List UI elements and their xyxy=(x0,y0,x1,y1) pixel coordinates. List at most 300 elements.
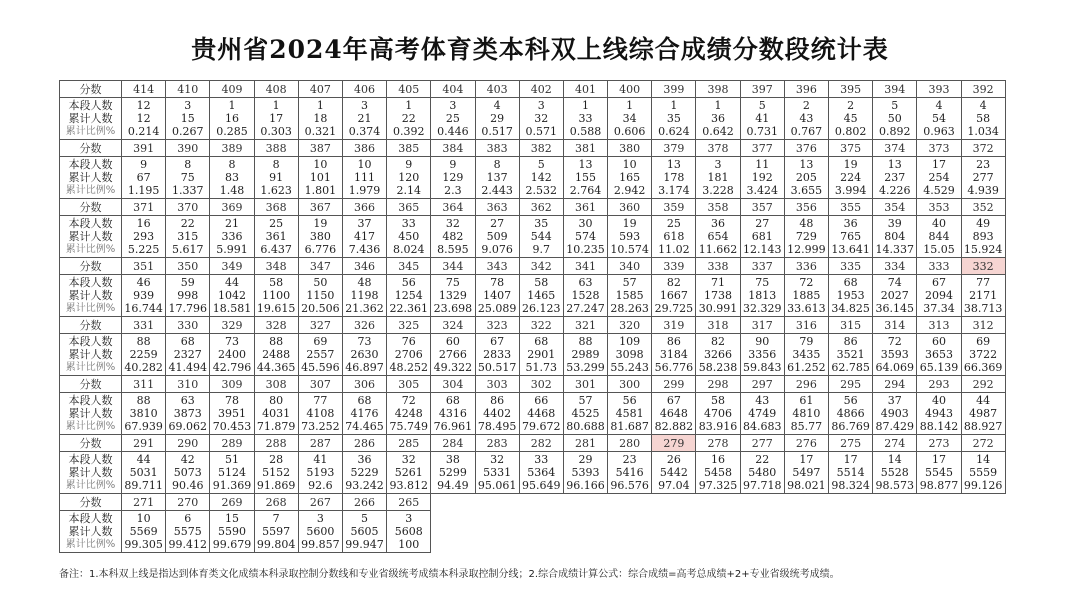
cumulative-value: 3951 xyxy=(217,407,246,420)
score-cell: 301 xyxy=(563,376,607,393)
data-cell xyxy=(740,393,784,435)
data-cell xyxy=(740,334,784,376)
data-cell xyxy=(784,275,828,317)
ratio-value: 90.46 xyxy=(172,479,204,492)
data-cell xyxy=(829,275,873,317)
count-value: 2 xyxy=(847,99,855,112)
count-value: 13 xyxy=(887,158,902,171)
cumulative-label: 累计人数 xyxy=(68,112,113,125)
score-cell: 331 xyxy=(122,317,166,334)
cumulative-value: 5528 xyxy=(880,466,909,479)
cumulative-label: 累计人数 xyxy=(68,348,113,361)
count-value: 48 xyxy=(799,217,814,230)
ratio-value: 66.369 xyxy=(963,361,1003,374)
ratio-value: 100 xyxy=(398,538,420,551)
ratio-value: 97.718 xyxy=(742,479,782,492)
ratio-value: 0.517 xyxy=(481,125,513,138)
score-cell: 357 xyxy=(740,199,784,216)
count-value: 10 xyxy=(357,158,372,171)
score-cell: 398 xyxy=(696,81,740,98)
count-value: 39 xyxy=(887,217,902,230)
data-cell xyxy=(961,98,1005,140)
score-cell: 275 xyxy=(829,435,873,452)
data-cell xyxy=(519,334,563,376)
count-value: 77 xyxy=(313,394,328,407)
data-cell xyxy=(917,275,961,317)
data-cell xyxy=(784,98,828,140)
count-value: 17 xyxy=(931,158,946,171)
score-label: 分数 xyxy=(60,317,122,334)
score-cell: 294 xyxy=(873,376,917,393)
data-cell xyxy=(873,157,917,199)
score-cell: 278 xyxy=(696,435,740,452)
score-cell: 325 xyxy=(387,317,431,334)
data-cell xyxy=(210,275,254,317)
empty-cell xyxy=(696,511,740,553)
count-value: 56 xyxy=(843,394,858,407)
data-cell xyxy=(961,452,1005,494)
cumulative-value: 3184 xyxy=(659,348,688,361)
ratio-value: 0.624 xyxy=(658,125,690,138)
cumulative-value: 5299 xyxy=(438,466,467,479)
data-cell xyxy=(608,157,652,199)
data-cell xyxy=(431,157,475,199)
count-value: 61 xyxy=(799,394,814,407)
cumulative-value: 5600 xyxy=(306,525,335,538)
cumulative-label: 累计人数 xyxy=(68,171,113,184)
ratio-value: 0.588 xyxy=(569,125,602,138)
data-cell xyxy=(608,98,652,140)
count-value: 10 xyxy=(622,158,637,171)
ratio-value: 22.361 xyxy=(389,302,428,315)
cumulative-value: 4176 xyxy=(350,407,379,420)
data-cell xyxy=(475,216,519,258)
score-cell: 368 xyxy=(254,199,298,216)
count-value: 44 xyxy=(976,394,991,407)
cumulative-value: 41 xyxy=(755,112,770,125)
score-cell: 266 xyxy=(342,494,386,511)
data-cell xyxy=(829,334,873,376)
ratio-value: 86.769 xyxy=(831,420,870,433)
data-cell xyxy=(784,334,828,376)
score-cell: 335 xyxy=(829,258,873,275)
ratio-value: 3.174 xyxy=(658,184,690,197)
data-cell xyxy=(961,216,1005,258)
cumulative-value: 75 xyxy=(180,171,195,184)
empty-cell xyxy=(519,494,563,511)
data-cell xyxy=(829,216,873,258)
count-value: 30 xyxy=(578,217,593,230)
score-cell: 279 xyxy=(652,435,696,452)
data-cell xyxy=(431,216,475,258)
score-cell: 273 xyxy=(917,435,961,452)
ratio-value: 75.749 xyxy=(389,420,428,433)
cumulative-value: 22 xyxy=(401,112,416,125)
ratio-value: 1.801 xyxy=(304,184,337,197)
count-value: 58 xyxy=(534,276,549,289)
cumulative-value: 181 xyxy=(707,171,729,184)
count-value: 77 xyxy=(976,276,991,289)
empty-cell xyxy=(696,494,740,511)
score-cell: 396 xyxy=(784,81,828,98)
ratio-value: 2.942 xyxy=(613,184,646,197)
count-value: 5 xyxy=(361,512,369,525)
cumulative-value: 67 xyxy=(136,171,151,184)
count-value: 68 xyxy=(180,335,195,348)
ratio-value: 0.321 xyxy=(304,125,337,138)
score-cell: 332 xyxy=(961,258,1005,275)
cumulative-value: 45 xyxy=(843,112,858,125)
data-cell xyxy=(342,393,386,435)
ratio-value: 13.641 xyxy=(831,243,870,256)
ratio-value: 5.225 xyxy=(127,243,160,256)
cumulative-value: 111 xyxy=(354,171,376,184)
cumulative-value: 54 xyxy=(931,112,946,125)
cumulative-value: 5152 xyxy=(262,466,291,479)
count-value: 10 xyxy=(136,512,151,525)
data-cell xyxy=(563,216,607,258)
score-cell: 296 xyxy=(784,376,828,393)
score-cell: 346 xyxy=(342,258,386,275)
empty-cell xyxy=(829,511,873,553)
count-value: 88 xyxy=(269,335,284,348)
data-cell xyxy=(342,98,386,140)
cumulative-value: 192 xyxy=(751,171,773,184)
score-cell: 329 xyxy=(210,317,254,334)
score-cell: 383 xyxy=(475,140,519,157)
score-cell: 322 xyxy=(519,317,563,334)
ratio-value: 0.892 xyxy=(879,125,911,138)
count-value: 73 xyxy=(357,335,372,348)
ratio-value: 46.897 xyxy=(345,361,384,374)
ratio-value: 42.796 xyxy=(212,361,252,374)
data-cell xyxy=(563,275,607,317)
ratio-value: 16.744 xyxy=(124,302,163,315)
footnote: 备注：1.本科双上线是指达到体育类文化成绩本科录取控制分数线和专业省级统考成绩本科录取控制分线；2.综合成绩计算公式：综合成绩=高考总成绩+2+专业省级统考成绩。 xyxy=(59,569,840,580)
ratio-value: 1.48 xyxy=(219,184,245,197)
count-value: 8 xyxy=(184,158,192,171)
ratio-value: 12.999 xyxy=(787,243,826,256)
cumulative-value: 336 xyxy=(221,230,243,243)
count-value: 12 xyxy=(136,99,151,112)
score-label: 分数 xyxy=(60,199,122,216)
cumulative-value: 1528 xyxy=(571,289,600,302)
count-value: 4 xyxy=(979,99,987,112)
data-cell xyxy=(298,334,342,376)
ratio-value: 0.214 xyxy=(127,125,160,138)
ratio-value: 9.076 xyxy=(481,243,513,256)
data-cell xyxy=(431,98,475,140)
empty-cell xyxy=(873,494,917,511)
data-cell xyxy=(166,452,210,494)
ratio-value: 17.796 xyxy=(168,302,208,315)
count-value: 7 xyxy=(272,512,280,525)
score-cell: 284 xyxy=(431,435,475,452)
empty-cell xyxy=(961,511,1005,553)
score-cell: 394 xyxy=(873,81,917,98)
empty-cell xyxy=(519,511,563,553)
score-cell: 375 xyxy=(829,140,873,157)
ratio-value: 48.252 xyxy=(389,361,428,374)
score-cell: 372 xyxy=(961,140,1005,157)
data-cell xyxy=(475,334,519,376)
cumulative-value: 254 xyxy=(928,171,950,184)
ratio-value: 41.494 xyxy=(168,361,208,374)
ratio-value: 20.506 xyxy=(301,302,340,315)
count-value: 32 xyxy=(445,217,460,230)
ratio-value: 0.446 xyxy=(437,125,469,138)
data-cell xyxy=(873,452,917,494)
cumulative-label: 累计人数 xyxy=(68,289,113,302)
data-cell xyxy=(696,334,740,376)
ratio-value: 36.145 xyxy=(875,302,915,315)
empty-cell xyxy=(917,494,961,511)
data-cell xyxy=(387,157,431,199)
cumulative-value: 2094 xyxy=(924,289,953,302)
score-cell: 360 xyxy=(608,199,652,216)
cumulative-value: 2400 xyxy=(217,348,246,361)
data-cell xyxy=(696,98,740,140)
score-cell: 363 xyxy=(475,199,519,216)
count-value: 8 xyxy=(493,158,501,171)
ratio-value: 61.252 xyxy=(787,361,826,374)
ratio-value: 38.713 xyxy=(963,302,1003,315)
score-cell: 397 xyxy=(740,81,784,98)
cumulative-value: 5458 xyxy=(704,466,733,479)
score-cell: 308 xyxy=(254,376,298,393)
cumulative-value: 165 xyxy=(619,171,641,184)
data-cell xyxy=(431,334,475,376)
row-labels xyxy=(60,452,122,494)
score-cell: 370 xyxy=(166,199,210,216)
data-cell xyxy=(519,452,563,494)
data-cell xyxy=(652,334,696,376)
data-cell xyxy=(387,98,431,140)
score-cell: 362 xyxy=(519,199,563,216)
score-cell: 298 xyxy=(696,376,740,393)
data-cell xyxy=(608,275,652,317)
cumulative-value: 32 xyxy=(534,112,549,125)
score-cell: 270 xyxy=(166,494,210,511)
cumulative-value: 5193 xyxy=(306,466,335,479)
cumulative-value: 5545 xyxy=(924,466,953,479)
score-cell: 283 xyxy=(475,435,519,452)
count-value: 73 xyxy=(224,335,239,348)
score-cell: 355 xyxy=(829,199,873,216)
cumulative-value: 34 xyxy=(622,112,637,125)
data-cell xyxy=(431,393,475,435)
cumulative-value: 50 xyxy=(887,112,902,125)
cumulative-value: 5569 xyxy=(129,525,158,538)
ratio-value: 96.576 xyxy=(610,479,649,492)
count-value: 69 xyxy=(313,335,328,348)
data-cell xyxy=(298,157,342,199)
score-cell: 310 xyxy=(166,376,210,393)
score-cell: 339 xyxy=(652,258,696,275)
ratio-label: 累计比例% xyxy=(65,303,116,314)
score-cell: 384 xyxy=(431,140,475,157)
score-cell: 271 xyxy=(122,494,166,511)
score-cell: 358 xyxy=(696,199,740,216)
cumulative-value: 224 xyxy=(840,171,862,184)
data-cell xyxy=(873,98,917,140)
data-cell xyxy=(122,216,166,258)
score-cell: 386 xyxy=(342,140,386,157)
cumulative-value: 1254 xyxy=(394,289,423,302)
score-cell: 280 xyxy=(608,435,652,452)
ratio-value: 26.123 xyxy=(522,302,561,315)
cumulative-value: 3098 xyxy=(615,348,644,361)
score-cell: 272 xyxy=(961,435,1005,452)
ratio-value: 0.642 xyxy=(702,125,734,138)
count-value: 58 xyxy=(269,276,284,289)
empty-cell xyxy=(784,511,828,553)
cumulative-value: 3435 xyxy=(792,348,821,361)
cumulative-value: 2630 xyxy=(350,348,379,361)
score-cell: 381 xyxy=(563,140,607,157)
data-cell xyxy=(829,98,873,140)
data-cell xyxy=(122,334,166,376)
score-cell: 293 xyxy=(917,376,961,393)
count-value: 82 xyxy=(666,276,681,289)
count-value: 28 xyxy=(269,453,284,466)
ratio-value: 1.623 xyxy=(260,184,292,197)
score-cell: 388 xyxy=(254,140,298,157)
score-cell: 344 xyxy=(431,258,475,275)
data-cell xyxy=(254,275,298,317)
score-cell: 359 xyxy=(652,199,696,216)
cumulative-value: 4866 xyxy=(836,407,865,420)
count-value: 67 xyxy=(490,335,505,348)
data-cell xyxy=(917,216,961,258)
data-cell xyxy=(873,216,917,258)
ratio-value: 34.825 xyxy=(831,302,870,315)
data-cell xyxy=(475,393,519,435)
ratio-value: 2.3 xyxy=(444,184,462,197)
count-value: 6 xyxy=(184,512,192,525)
cumulative-value: 361 xyxy=(265,230,287,243)
ratio-value: 89.711 xyxy=(124,479,163,492)
cumulative-value: 729 xyxy=(795,230,817,243)
count-value: 60 xyxy=(931,335,946,348)
score-cell: 276 xyxy=(784,435,828,452)
score-cell: 365 xyxy=(387,199,431,216)
score-cell: 305 xyxy=(387,376,431,393)
ratio-value: 1.979 xyxy=(348,184,381,197)
ratio-value: 88.927 xyxy=(963,420,1003,433)
score-cell: 304 xyxy=(431,376,475,393)
score-cell: 379 xyxy=(652,140,696,157)
ratio-value: 12.143 xyxy=(742,243,782,256)
count-value: 49 xyxy=(976,217,991,230)
data-cell xyxy=(387,511,431,553)
data-cell xyxy=(652,452,696,494)
ratio-label: 累计比例% xyxy=(65,480,116,491)
score-cell: 387 xyxy=(298,140,342,157)
ratio-value: 10.235 xyxy=(566,243,605,256)
count-value: 5 xyxy=(758,99,766,112)
cumulative-value: 5575 xyxy=(173,525,202,538)
score-cell: 288 xyxy=(254,435,298,452)
cumulative-value: 2706 xyxy=(394,348,423,361)
ratio-value: 3.655 xyxy=(790,184,823,197)
data-cell xyxy=(740,216,784,258)
score-cell: 393 xyxy=(917,81,961,98)
score-cell: 347 xyxy=(298,258,342,275)
count-value: 109 xyxy=(619,335,641,348)
data-cell xyxy=(254,98,298,140)
empty-cell xyxy=(608,494,652,511)
empty-cell xyxy=(740,494,784,511)
data-cell xyxy=(210,98,254,140)
score-cell: 364 xyxy=(431,199,475,216)
ratio-value: 85.77 xyxy=(790,420,823,433)
ratio-value: 0.767 xyxy=(790,125,823,138)
data-cell xyxy=(917,334,961,376)
cumulative-value: 237 xyxy=(884,171,906,184)
empty-cell xyxy=(475,511,519,553)
ratio-value: 0.731 xyxy=(746,125,778,138)
score-cell: 281 xyxy=(563,435,607,452)
cumulative-value: 1150 xyxy=(306,289,335,302)
data-cell xyxy=(608,334,652,376)
score-cell: 291 xyxy=(122,435,166,452)
data-cell xyxy=(298,511,342,553)
data-cell xyxy=(210,157,254,199)
score-cell: 286 xyxy=(342,435,386,452)
cumulative-value: 21 xyxy=(357,112,372,125)
count-value: 82 xyxy=(711,335,726,348)
empty-cell xyxy=(917,511,961,553)
score-cell: 373 xyxy=(917,140,961,157)
score-cell: 300 xyxy=(608,376,652,393)
score-cell: 354 xyxy=(873,199,917,216)
cumulative-value: 29 xyxy=(490,112,505,125)
count-value: 9 xyxy=(449,158,457,171)
data-cell xyxy=(784,157,828,199)
count-value: 68 xyxy=(445,394,460,407)
data-cell xyxy=(342,511,386,553)
ratio-value: 33.613 xyxy=(787,302,826,315)
count-label: 本段人数 xyxy=(68,335,113,348)
ratio-value: 23.698 xyxy=(433,302,473,315)
count-value: 36 xyxy=(843,217,858,230)
data-cell xyxy=(961,157,1005,199)
data-cell xyxy=(917,98,961,140)
count-value: 3 xyxy=(184,99,192,112)
ratio-value: 97.04 xyxy=(658,479,690,492)
score-cell: 409 xyxy=(210,81,254,98)
score-label: 分数 xyxy=(60,435,122,452)
count-value: 88 xyxy=(136,394,151,407)
count-value: 75 xyxy=(445,276,460,289)
score-cell: 282 xyxy=(519,435,563,452)
count-value: 44 xyxy=(224,276,239,289)
cumulative-value: 4525 xyxy=(571,407,600,420)
data-cell xyxy=(254,334,298,376)
data-cell xyxy=(342,216,386,258)
ratio-value: 97.325 xyxy=(698,479,738,492)
cumulative-value: 3356 xyxy=(748,348,777,361)
ratio-value: 98.573 xyxy=(875,479,915,492)
cumulative-value: 1198 xyxy=(350,289,379,302)
cumulative-value: 1738 xyxy=(704,289,733,302)
ratio-value: 81.687 xyxy=(610,420,649,433)
count-value: 22 xyxy=(180,217,195,230)
data-cell xyxy=(254,216,298,258)
cumulative-value: 3521 xyxy=(836,348,865,361)
cumulative-value: 1953 xyxy=(836,289,865,302)
